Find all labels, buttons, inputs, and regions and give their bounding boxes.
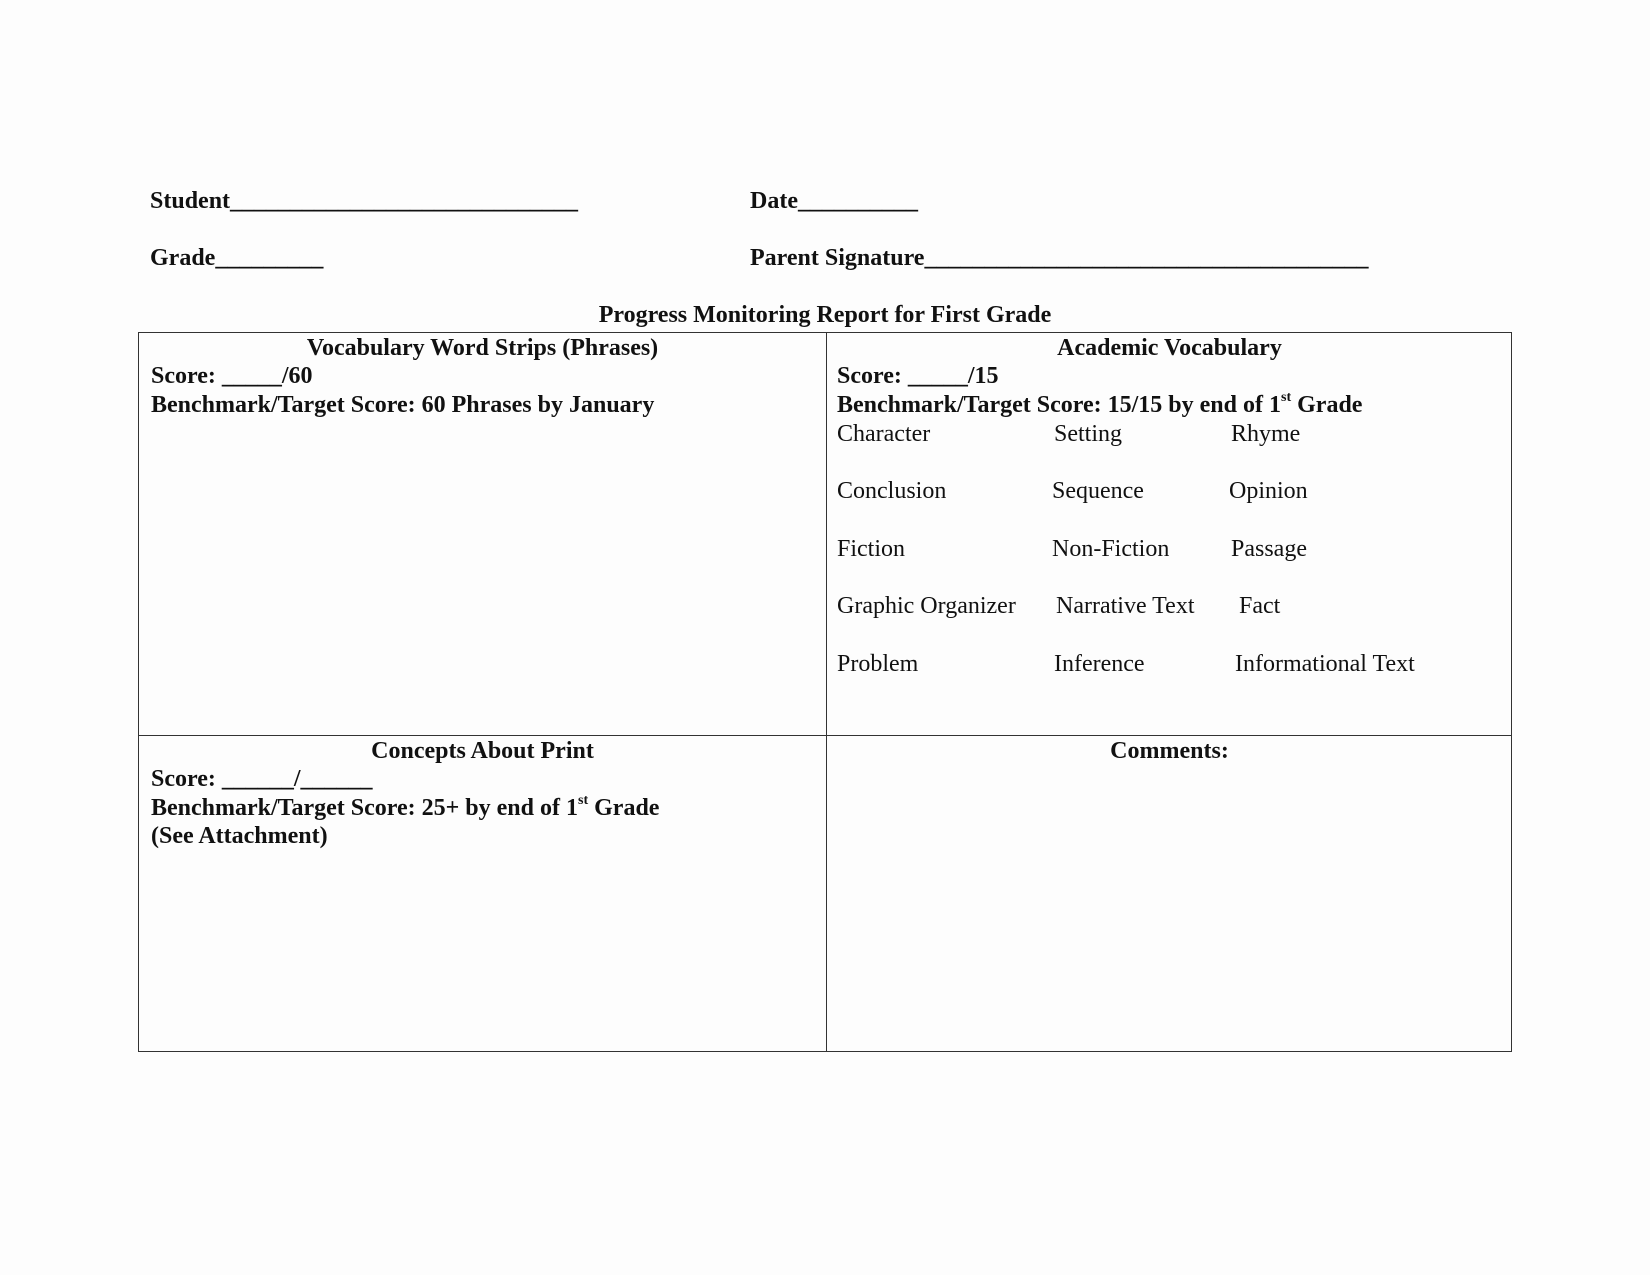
vocab-strips-benchmark: Benchmark/Target Score: 60 Phrases by January [151,392,655,418]
concepts-print-benchmark-end: Grade [588,795,660,821]
parent-signature-label: Parent Signature [750,245,925,271]
concepts-print-note: (See Attachment) [151,823,328,849]
grade-blank[interactable]: _________ [215,245,324,271]
ordinal-suffix: st [1281,390,1292,405]
term-sequence: Sequence [1052,478,1144,504]
academic-vocab-score: Score: _____/15 [837,363,999,389]
term-inference: Inference [1054,651,1145,677]
vocab-strips-title: Vocabulary Word Strips (Phrases) [306,335,659,361]
term-non-fiction: Non-Fiction [1052,536,1170,562]
academic-vocab-benchmark [837,392,1362,419]
date-field[interactable] [750,188,918,215]
report-title: Progress Monitoring Report for First Grade [598,302,1052,328]
term-fact: Fact [1239,593,1281,619]
student-blank[interactable]: _____________________________ [230,188,579,214]
term-problem: Problem [837,651,919,677]
grid-vertical-divider [826,333,827,1051]
term-informational-text: Informational Text [1235,651,1415,677]
date-label: Date [750,188,798,214]
grid-horizontal-divider [139,735,1511,736]
report-grid [138,332,1512,1052]
term-setting: Setting [1054,421,1123,447]
ordinal-suffix: st [578,793,589,808]
concepts-print-score: Score: ______/______ [151,766,373,792]
academic-vocab-benchmark-end: Grade [1291,392,1363,418]
parent-signature-field[interactable] [750,245,1368,272]
parent-signature-blank[interactable]: _____________________________________ [924,245,1369,271]
term-narrative-text: Narrative Text [1056,593,1195,619]
concepts-print-benchmark-text: Benchmark/Target Score: 25+ by end of 1 [151,795,578,821]
term-character: Character [837,421,931,447]
student-field[interactable] [150,188,578,215]
vocab-strips-score: Score: _____/60 [151,363,313,389]
academic-vocab-benchmark-text: Benchmark/Target Score: 15/15 by end of 1 [837,392,1281,418]
concepts-print-benchmark [151,795,659,822]
term-passage: Passage [1231,536,1307,562]
term-graphic-organizer: Graphic Organizer [837,593,1016,619]
academic-vocab-title: Academic Vocabulary [1057,335,1282,361]
grade-field[interactable] [150,245,323,272]
grade-label: Grade [150,245,216,271]
term-conclusion: Conclusion [837,478,947,504]
comments-title: Comments: [1110,738,1229,764]
term-fiction: Fiction [837,536,906,562]
student-label: Student [150,188,231,214]
term-opinion: Opinion [1229,478,1308,504]
date-blank[interactable]: __________ [797,188,918,214]
concepts-print-title: Concepts About Print [371,738,594,764]
term-rhyme: Rhyme [1231,421,1301,447]
